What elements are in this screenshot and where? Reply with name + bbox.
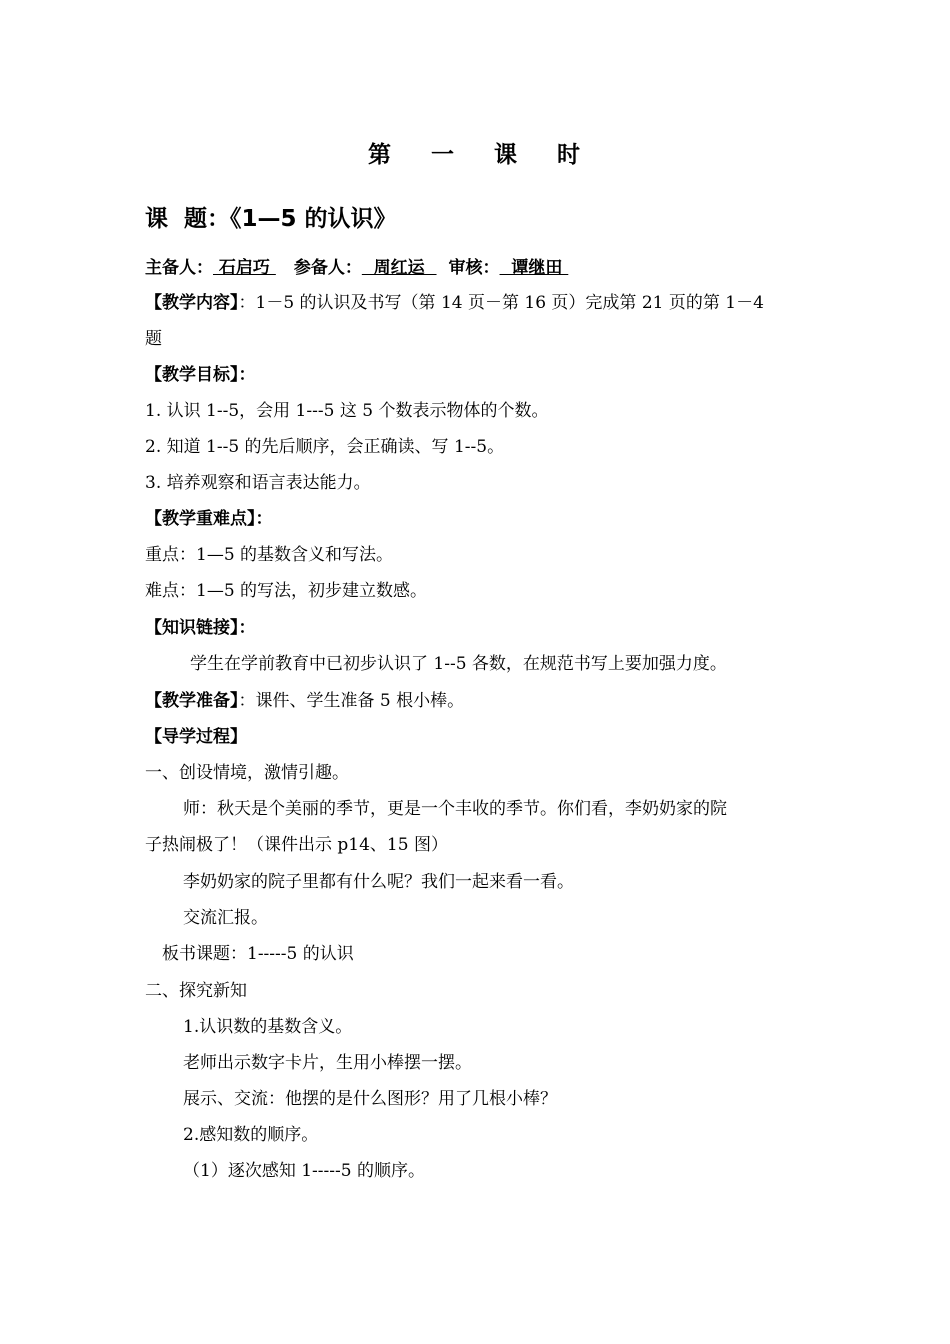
section-heading: 一、创设情境，激情引趣。 — [145, 763, 349, 783]
title-char: 时 — [557, 142, 583, 168]
co-preparer-label: 参备人： — [293, 258, 362, 278]
lesson-name: 《1—5 的认识》 — [230, 206, 397, 232]
content-colon: ： — [238, 293, 256, 313]
content-line-2: 题 — [145, 329, 162, 349]
step-heading: 2.感知数的顺序。 — [183, 1125, 319, 1145]
knowledge-text: 学生在学前教育中已初步认识了 1--5 各数，在规范书写上要加强力度。 — [190, 654, 727, 674]
question-line: 李奶奶家的院子里都有什么呢？我们一起来看一看。 — [183, 872, 574, 892]
process-label: 【导学过程】 — [145, 727, 247, 747]
goal-item: 1. 认识 1--5，会用 1---5 这 5 个数表示物体的个数。 — [145, 401, 549, 421]
key-point: 重点：1—5 的基数含义和写法。 — [145, 545, 394, 565]
goal-item: 2. 知道 1--5 的先后顺序，会正确读、写 1--5。 — [145, 437, 505, 457]
reviewer-label: 审核： — [448, 258, 500, 278]
teacher-line: 师：秋天是个美丽的季节，更是一个丰收的季节。你们看，李奶奶家的院 — [183, 799, 727, 819]
board-line: 板书课题：1-----5 的认识 — [162, 944, 354, 964]
title-char: 课 — [494, 142, 519, 168]
main-preparer-name: 石启巧 — [213, 258, 276, 278]
title-char: 第 — [367, 142, 393, 168]
goal-item: 3. 培养观察和语言表达能力。 — [145, 473, 371, 493]
content-text: 1－5 的认识及书写（第 14 页－第 16 页）完成第 21 页的第 1－4 — [255, 293, 764, 313]
report-line: 交流汇报。 — [183, 908, 268, 928]
lesson-label: 课 题： — [145, 206, 231, 232]
main-preparer-label: 主备人： — [145, 258, 213, 278]
title-char: 一 — [430, 142, 456, 168]
co-preparer-name: 周红运 — [361, 258, 437, 278]
key-points-label: 【教学重难点】： — [145, 509, 273, 529]
content-line — [145, 291, 764, 315]
section-heading: 二、探究新知 — [145, 981, 247, 1001]
prep-text: ：课件、学生准备 5 根小棒。 — [238, 691, 465, 711]
step-text: （1）逐次感知 1-----5 的顺序。 — [183, 1161, 425, 1181]
step-heading: 1.认识数的基数含义。 — [183, 1017, 353, 1037]
difficult-point: 难点：1—5 的写法，初步建立数感。 — [145, 581, 428, 601]
step-text: 老师出示数字卡片，生用小棒摆一摆。 — [183, 1053, 472, 1073]
knowledge-label: 【知识链接】： — [145, 618, 256, 638]
page-title — [0, 136, 950, 169]
teacher-line-2: 子热闹极了！（课件出示 p14、15 图） — [145, 835, 448, 855]
prep-line — [145, 689, 464, 713]
step-text: 展示、交流：他摆的是什么图形？用了几根小棒？ — [183, 1089, 557, 1109]
content-label: 【教学内容】 — [145, 293, 239, 313]
prep-label: 【教学准备】 — [145, 691, 239, 711]
reviewer-name: 谭继田 — [499, 258, 569, 278]
goals-label: 【教学目标】： — [145, 365, 256, 385]
staff-line — [145, 256, 568, 280]
lesson-heading — [145, 200, 397, 233]
